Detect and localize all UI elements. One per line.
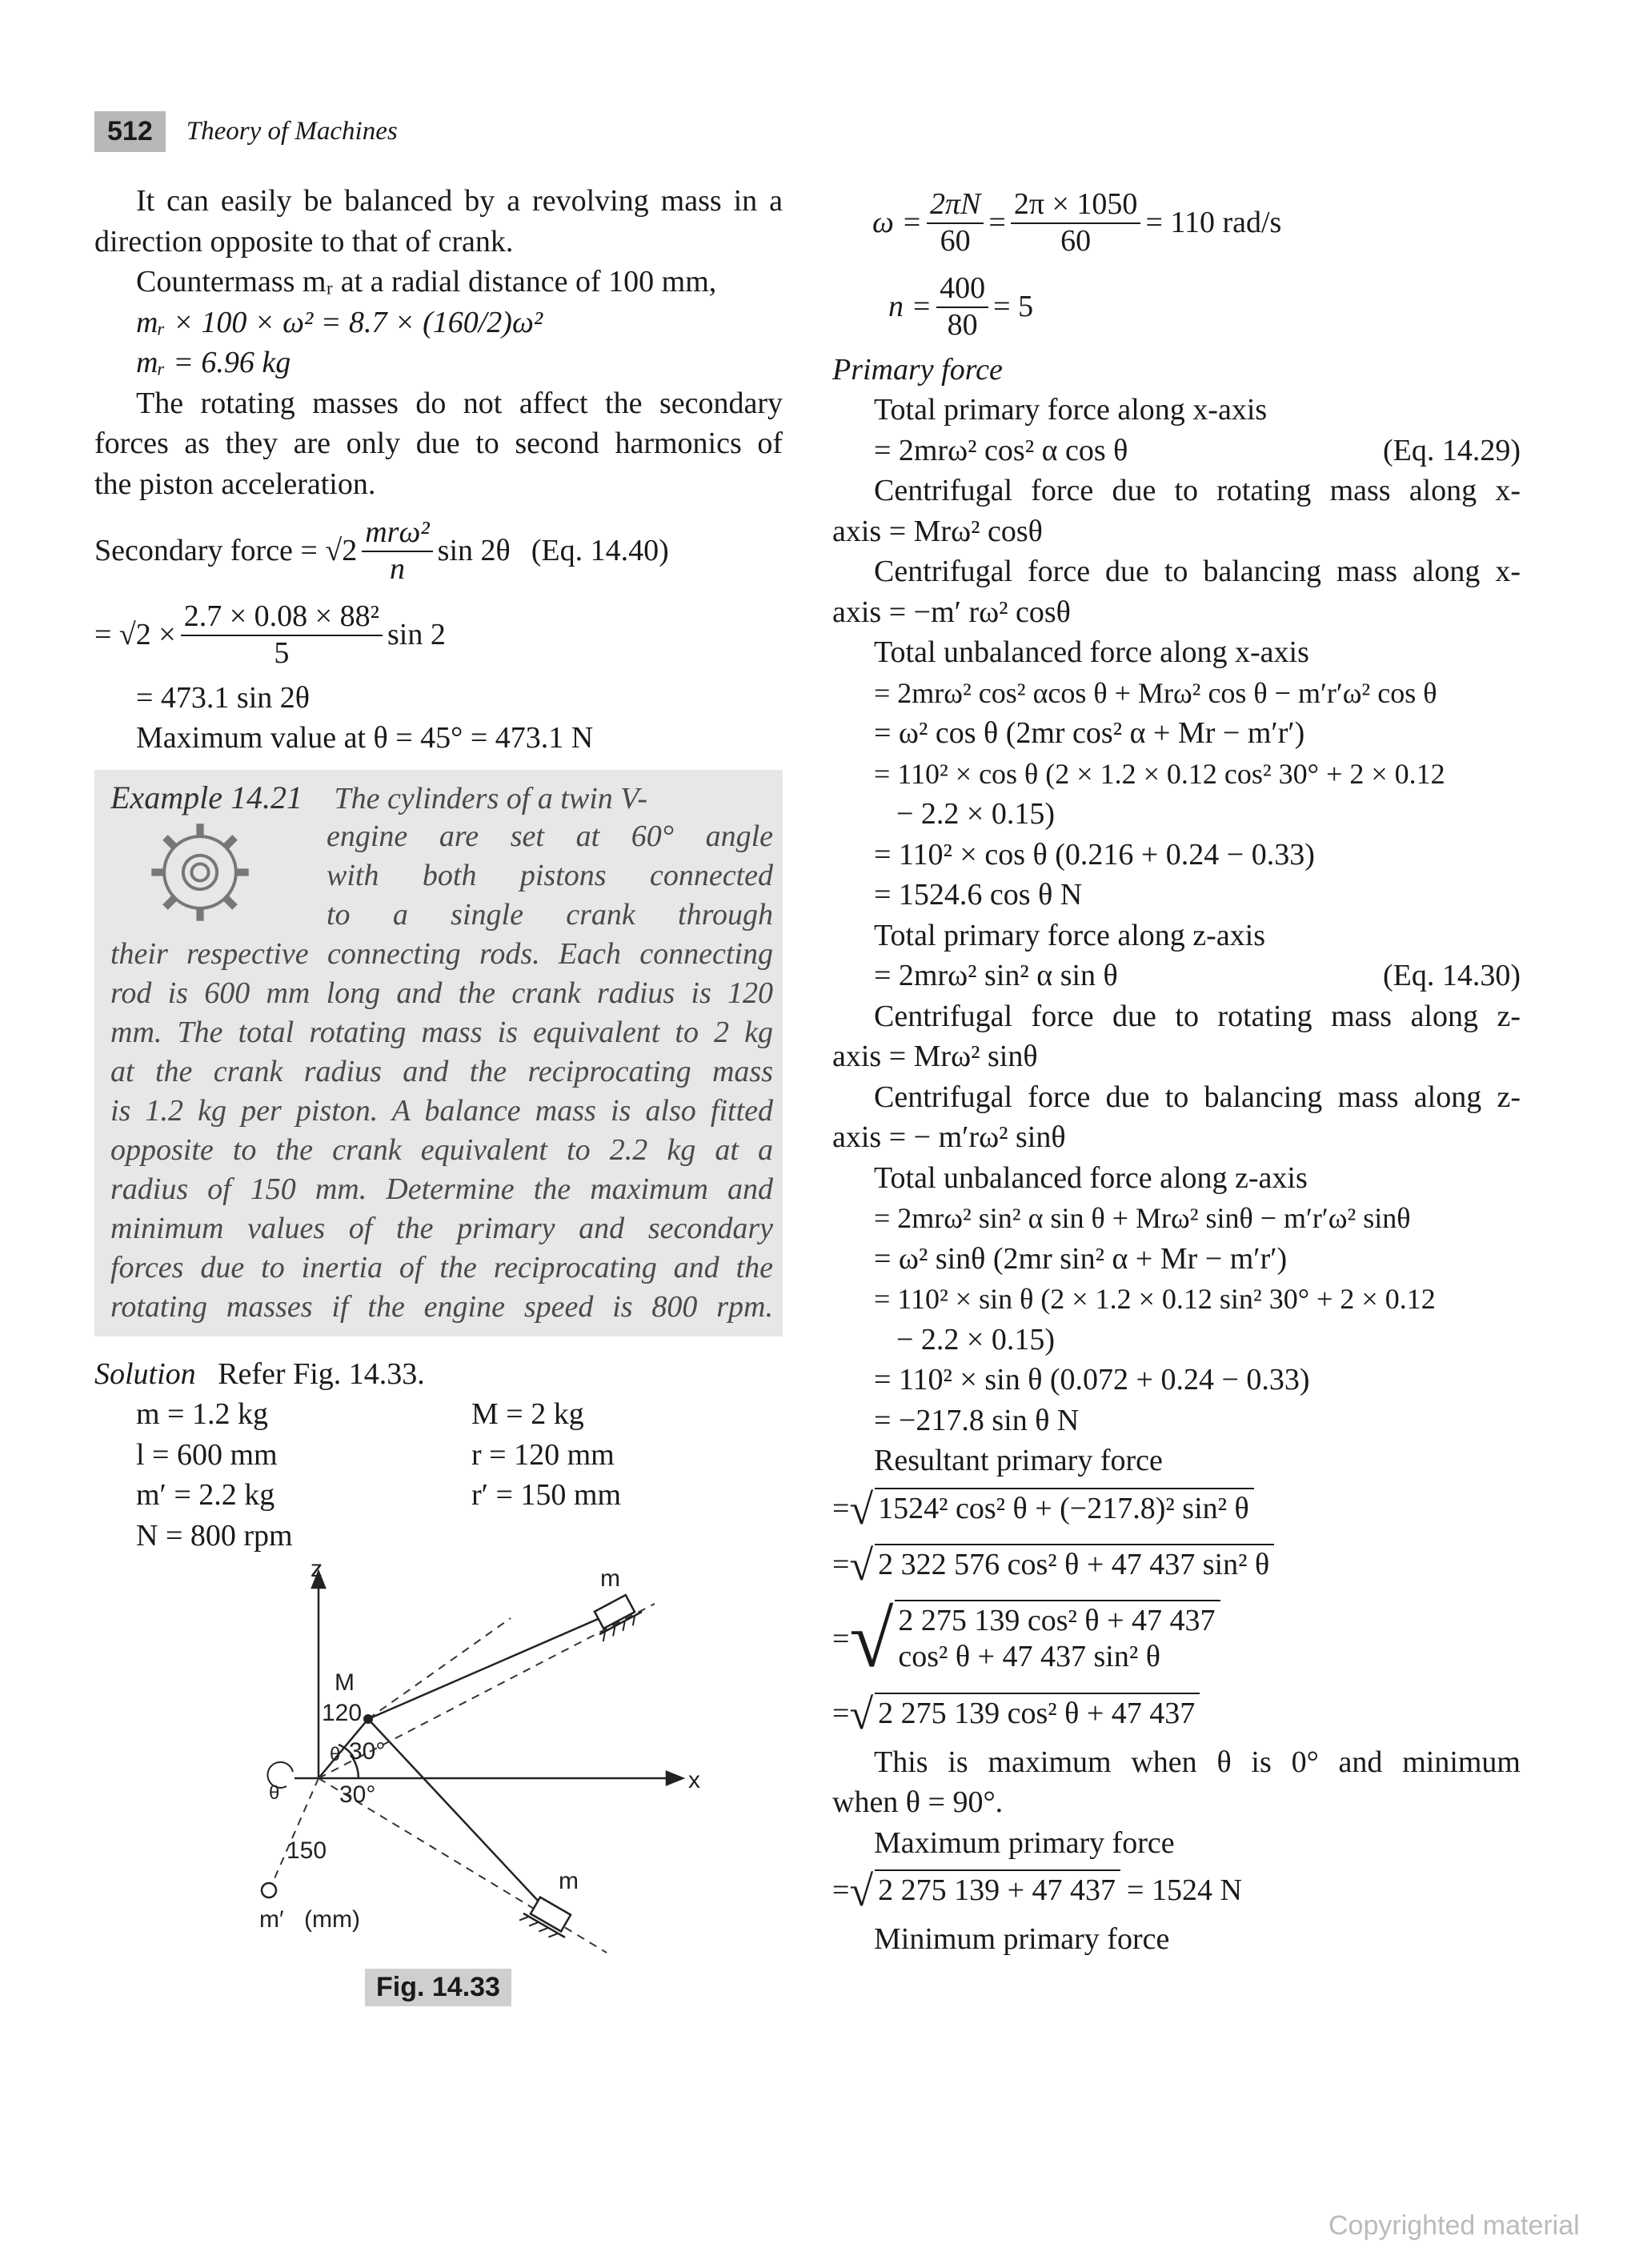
text-line: the piston acceleration. <box>94 467 376 501</box>
resultant-equation <box>832 1481 1521 1537</box>
equation-ref: (Eq. 14.30) <box>1382 959 1521 993</box>
m-top-label: m <box>600 1565 620 1593</box>
equation-tail: = 5 <box>993 290 1034 324</box>
M-label: M <box>335 1669 355 1697</box>
text-line: Resultant primary force <box>874 1444 1163 1478</box>
equation-line: = ω² cos θ (2mr cos² α + Mr − m′r′) <box>874 716 1305 751</box>
sqrt-argument: 2 322 576 cos² θ + 47 437 sin² θ <box>875 1544 1274 1587</box>
n-equation <box>832 265 1521 349</box>
book-title: Theory of Machines <box>186 116 398 146</box>
text-line: forces as they are only due to second harmonics of <box>94 427 783 460</box>
example-title: Example 14.21 <box>110 779 303 815</box>
unit-label: (mm) <box>304 1906 360 1933</box>
sqrt-argument: 2 275 139 cos² θ + 47 437 <box>875 1693 1200 1736</box>
text-line: radius of 150 mm. Determine the maximum and <box>110 1172 773 1206</box>
equation-line <box>832 956 1521 996</box>
equation-tail: sin 2 <box>387 618 446 652</box>
text-line: Maximum primary force <box>874 1825 1175 1860</box>
given-value: M = 2 kg <box>471 1397 584 1432</box>
theta-label: θ <box>330 1744 341 1766</box>
equation-line: = 1524.6 cos θ N <box>874 878 1083 912</box>
equation-line: = 110² × sin θ (2 × 1.2 × 0.12 sin² 30° + 2 × 0.12 <box>874 1283 1436 1316</box>
equation-line: − 2.2 × 0.15) <box>896 1322 1056 1356</box>
given-value: r′ = 150 mm <box>471 1478 622 1513</box>
text-line: Total primary force along z-axis <box>874 918 1266 952</box>
sqrt-line: cos² θ + 47 437 sin² θ <box>898 1640 1160 1674</box>
equation-tail: = 110 rad/s <box>1145 205 1282 239</box>
given-values <box>94 1394 783 1556</box>
text-line: Total primary force along x-axis <box>874 393 1268 427</box>
mass-m-prime <box>262 1883 276 1897</box>
equation-line: = 2mrω² cos² αcos θ + Mrω² cos θ − m′r′ω² cos θ <box>874 676 1437 709</box>
text-line: at the crank radius and the reciprocating mass <box>110 1054 773 1088</box>
text-line: Total unbalanced force along z-axis <box>874 1160 1308 1195</box>
section-heading: Primary force <box>832 352 1003 387</box>
text-line: rod is 600 mm long and the crank radius is 120 <box>110 976 773 1010</box>
omega-equation: ω = $\frac{2\pi N}{60}$ = $\frac{2\pi \times 1050}{60}$ = 110 rad/s <box>872 187 1282 258</box>
solution-label: Solution <box>94 1356 196 1391</box>
piston-bottom <box>519 1894 576 1945</box>
equation-label: Secondary force = √2 <box>94 533 358 567</box>
angle-30-bottom: 30° <box>339 1781 376 1809</box>
equation-line: = 110² × cos θ (2 × 1.2 × 0.12 cos² 30° + 2 × 0.12 <box>874 757 1445 790</box>
text-line: Minimum primary force <box>874 1922 1170 1957</box>
text-line: opposite to the crank equivalent to 2.2 kg at a <box>110 1132 773 1167</box>
denominator: 60 <box>1060 223 1092 258</box>
secondary-force-equation <box>94 509 783 593</box>
fraction <box>362 515 432 587</box>
angle-30-top: 30° <box>349 1738 386 1765</box>
resultant-equation <box>832 1537 1521 1593</box>
text-line: to a single crank through <box>327 897 773 932</box>
m-bottom-label: m <box>559 1868 579 1895</box>
x-axis-arrow <box>667 1772 683 1785</box>
text-line: direction opposite to that of crank. <box>94 224 514 258</box>
text-line: when θ = 90°. <box>832 1785 1004 1820</box>
equation-line: = 110² × sin θ (0.072 + 0.24 − 0.33) <box>874 1363 1310 1397</box>
text-line: minimum values of the primary and secondary <box>110 1211 773 1245</box>
sqrt: √ 1524² cos² θ + (−217.8)² sin² θ <box>849 1488 1253 1531</box>
equation-line: = 473.1 sin 2θ <box>136 680 310 715</box>
fraction <box>181 599 383 671</box>
text-line: It can easily be balanced by a revolving mass in a <box>136 184 783 218</box>
equals-sign: = <box>832 1696 850 1730</box>
text-line: Centrifugal force due to balancing mass along z- <box>874 1080 1521 1114</box>
sqrt-argument: 2 275 139 + 47 437 <box>875 1869 1120 1913</box>
connecting-rod-bottom <box>368 1719 551 1914</box>
solution-ref: Refer Fig. 14.33. <box>218 1356 425 1391</box>
equation-line: mᵣ = 6.96 kg <box>136 346 291 379</box>
connecting-rod-top <box>368 1612 615 1719</box>
text-line: This is maximum when θ is 0° and minimum <box>874 1745 1521 1779</box>
left-column <box>94 181 783 2010</box>
text-line: axis = Mrω² cosθ <box>832 514 1043 548</box>
equation-tail: sin 2θ <box>437 533 511 567</box>
secondary-force-substitution <box>94 593 783 677</box>
equation-line <box>832 431 1521 471</box>
text-line: Centrifugal force due to rotating mass along x- <box>874 474 1521 508</box>
given-value: l = 600 mm <box>136 1437 278 1472</box>
z-label: z <box>311 1562 323 1583</box>
sqrt: √ 2 322 576 cos² θ + 47 437 sin² θ <box>849 1544 1274 1587</box>
given-value: r = 120 mm <box>471 1437 615 1472</box>
equation-part: n = <box>888 290 932 324</box>
m-prime-label: m′ <box>259 1906 284 1933</box>
equation-ref: (Eq. 14.40) <box>531 533 669 567</box>
given-value: N = 800 rpm <box>136 1518 293 1553</box>
text-line: axis = Mrω² sinθ <box>832 1040 1038 1074</box>
equation-line: = 2mrω² sin² α sin θ + Mrω² sinθ − m′r′ω² sinθ <box>874 1202 1411 1235</box>
page-number: 512 <box>94 111 166 152</box>
text-line: mm. The total rotating mass is equivalent to 2 kg <box>110 1015 773 1049</box>
equation-line: = 110² × cos θ (0.216 + 0.24 − 0.33) <box>874 837 1315 872</box>
numerator: 2πN <box>927 187 984 224</box>
denominator: 5 <box>274 636 290 671</box>
text-line: their respective connecting rods. Each connecting <box>110 936 773 971</box>
equals-sign: = <box>832 1491 850 1525</box>
given-value: m′ = 2.2 kg <box>136 1478 275 1513</box>
equation-ref: (Eq. 14.29) <box>1382 433 1521 467</box>
equation-line: = ω² sinθ (2mr sin² α + Mr − m′r′) <box>874 1241 1288 1276</box>
equation-text: = 2mrω² cos² α cos θ <box>874 433 1128 467</box>
right-column <box>832 181 1521 1960</box>
text-line: The cylinders of a twin V- <box>334 781 648 815</box>
text-line: Maximum value at θ = 45° = 473.1 N <box>136 721 594 755</box>
denominator: 60 <box>940 223 971 258</box>
text-line: Centrifugal force due to balancing mass along x- <box>874 555 1521 589</box>
equation-line: − 2.2 × 0.15) <box>896 797 1056 831</box>
solution-heading <box>94 1354 783 1395</box>
equals-sign: = <box>832 1621 850 1656</box>
copyright-watermark: Copyrighted material <box>1328 2210 1580 2241</box>
example-first-line <box>110 778 773 817</box>
fraction <box>927 187 984 258</box>
sqrt-line: 2 275 139 cos² θ + 47 437 <box>898 1603 1216 1637</box>
numerator: mrω² <box>362 515 432 552</box>
text-line: axis = −m′ rω² cosθ <box>832 595 1071 629</box>
given-value: m = 1.2 kg <box>136 1397 268 1432</box>
max-force-equation <box>832 1863 1521 1919</box>
text-line: rotating masses if the engine speed is 800 rpm. <box>110 1289 773 1324</box>
theta2-label: θ <box>269 1782 280 1805</box>
equation-part: = √2 × <box>94 618 176 652</box>
example-box <box>94 770 783 1336</box>
numerator: 400 <box>936 271 988 308</box>
text-line: is 1.2 kg per piston. A balance mass is also fitted <box>110 1093 773 1128</box>
equation-part: ω = <box>872 205 922 239</box>
sqrt: √ 2 275 139 cos² θ + 47 437 cos² θ + 47 437 sin² θ <box>849 1600 1220 1680</box>
sqrt-argument: 1524² cos² θ + (−217.8)² sin² θ <box>875 1488 1254 1531</box>
piston-top <box>589 1593 646 1642</box>
equation-tail: = 1524 N <box>1127 1873 1242 1908</box>
sqrt: √ 2 275 139 + 47 437 <box>849 1869 1120 1913</box>
fraction <box>1011 187 1141 258</box>
radius-150-label: 150 <box>287 1837 327 1865</box>
numerator: 2.7 × 0.08 × 88² <box>181 599 383 636</box>
denominator: n <box>389 551 405 586</box>
fraction <box>936 271 988 343</box>
sqrt: √ 2 275 139 cos² θ + 47 437 <box>849 1693 1200 1736</box>
mass-M <box>363 1714 373 1724</box>
solution-section <box>94 1354 783 1557</box>
numerator: 2π × 1050 <box>1011 187 1141 224</box>
text-line: Countermass mᵣ at a radial distance of 100 mm, <box>136 265 717 299</box>
equation-line: mᵣ × 100 × ω² = 8.7 × (160/2)ω² <box>136 305 543 339</box>
page-header <box>94 109 398 154</box>
text-line: engine are set at 60° angle <box>327 819 773 853</box>
text-line: Total unbalanced force along x-axis <box>874 635 1309 670</box>
equals-sign: = <box>832 1873 850 1908</box>
text-line: The rotating masses do not affect the secondary <box>136 386 783 420</box>
figure-14-33 <box>94 1562 783 2010</box>
equation-text: = 2mrω² sin² α sin θ <box>874 959 1118 993</box>
text-line: with both pistons connected <box>327 858 773 892</box>
resultant-equation <box>832 1593 1521 1686</box>
text-line: axis = − m′rω² sinθ <box>832 1120 1066 1155</box>
denominator: 80 <box>947 308 978 343</box>
equation-line: = −217.8 sin θ N <box>874 1403 1080 1437</box>
gear-icon <box>147 819 253 925</box>
figure-caption: Fig. 14.33 <box>365 1969 511 2006</box>
radius-120-label: 120 <box>322 1700 363 1727</box>
text-line: Centrifugal force due to rotating mass along z- <box>874 999 1521 1033</box>
resultant-equation <box>832 1686 1521 1742</box>
sqrt-argument <box>895 1600 1220 1680</box>
guide-line <box>368 1618 511 1719</box>
x-label: x <box>688 1767 700 1794</box>
engine-diagram <box>94 1562 783 1962</box>
equals-sign: = <box>832 1547 850 1581</box>
text-line: forces due to inertia of the reciprocating and the <box>110 1250 773 1284</box>
